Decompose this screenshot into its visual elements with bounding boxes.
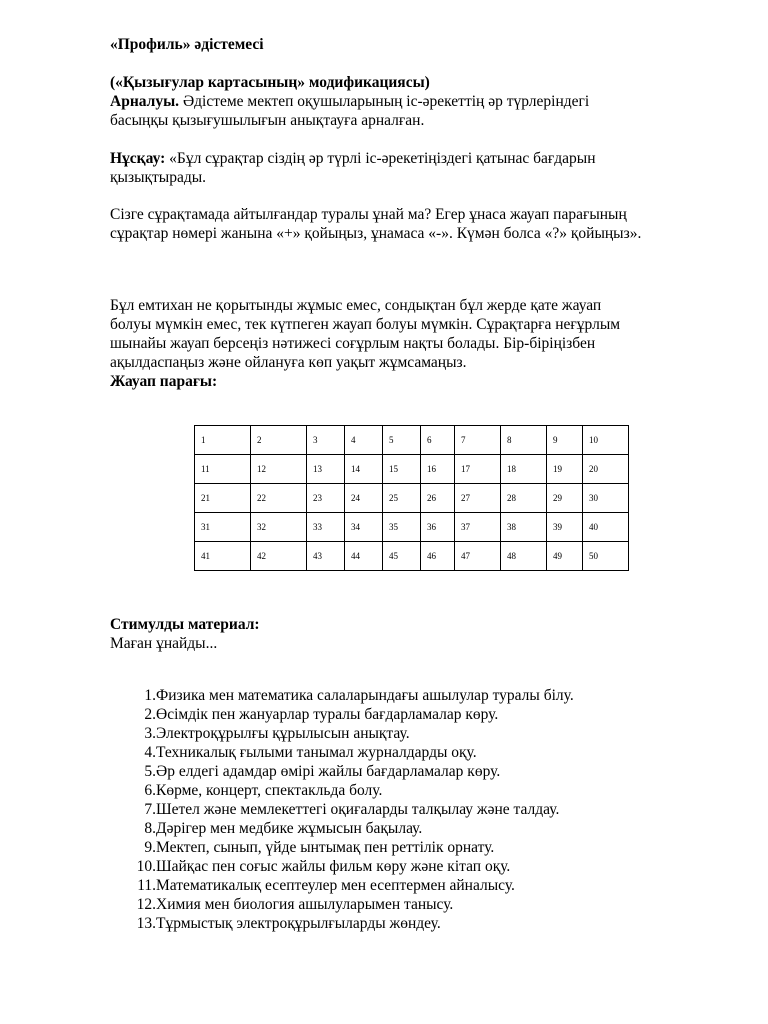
stimulus-number: 11.	[137, 877, 156, 894]
answer-cell: 41	[195, 542, 251, 571]
stimulus-text: Шайқас пен соғыс жайлы фильм көру және кітап оқу.	[156, 858, 511, 875]
stimulus-item	[110, 857, 511, 876]
answer-cell: 21	[195, 484, 251, 513]
stimulus-text: Химия мен биология ашылуларымен танысу.	[156, 896, 454, 913]
paragraph-3-line-3: шынайы жауап берсеңіз нәтижесі соғұрлым нақты болады. Бір-біріңізбен	[110, 335, 596, 352]
answer-cell: 33	[307, 513, 345, 542]
answer-row	[195, 542, 629, 571]
answer-sheet-label: Жауап парағы:	[110, 373, 218, 390]
answer-cell: 13	[307, 455, 345, 484]
answer-cell: 4	[345, 426, 383, 455]
stimulus-item	[110, 895, 454, 914]
stimulus-item	[110, 686, 574, 705]
answer-cell: 23	[307, 484, 345, 513]
purpose-line-2: басыңқы қызығушылығын анықтауға арналған.	[110, 112, 425, 129]
stimulus-number: 12.	[136, 896, 156, 913]
stimulus-number: 13.	[136, 915, 156, 932]
stimulus-number: 3.	[144, 725, 156, 742]
answer-cell: 46	[421, 542, 455, 571]
answer-cell: 14	[345, 455, 383, 484]
answer-cell: 24	[345, 484, 383, 513]
stimulus-number: 6.	[144, 782, 156, 799]
stimulus-item	[110, 705, 499, 724]
answer-cell: 49	[547, 542, 583, 571]
answer-cell: 12	[251, 455, 307, 484]
answer-cell: 39	[547, 513, 583, 542]
stimulus-item	[110, 724, 410, 743]
answer-cell: 42	[251, 542, 307, 571]
answer-cell: 18	[501, 455, 547, 484]
stimulus-text: Мектеп, сынып, үйде ынтымақ пен реттілік орнату.	[156, 839, 495, 856]
answer-cell: 8	[501, 426, 547, 455]
answer-row	[195, 513, 629, 542]
answer-cell: 47	[455, 542, 501, 571]
answer-cell: 45	[383, 542, 421, 571]
stimulus-text: Электроқұрылғы құрылысын анықтау.	[156, 725, 410, 742]
answer-cell: 50	[583, 542, 629, 571]
paragraph-3-line-1: Бұл емтихан не қорытынды жұмыс емес, сондықтан бұл жерде қате жауап	[110, 297, 602, 314]
document-title: «Профиль» әдістемесі	[110, 36, 264, 53]
instruction-line-1	[110, 149, 596, 168]
stimulus-text: Әр елдегі адамдар өмірі жайлы бағдарламалар көру.	[156, 763, 501, 780]
answer-cell: 25	[383, 484, 421, 513]
answer-cell: 27	[455, 484, 501, 513]
answer-cell: 20	[583, 455, 629, 484]
stimulus-number: 10.	[136, 858, 156, 875]
stimulus-text: Физика мен математика салаларындағы ашылулар туралы білу.	[156, 687, 574, 704]
answer-cell: 37	[455, 513, 501, 542]
answer-cell: 22	[251, 484, 307, 513]
answer-cell: 2	[251, 426, 307, 455]
answer-cell: 29	[547, 484, 583, 513]
stimulus-text: Техникалық ғылыми танымал журналдарды оқу.	[156, 744, 477, 761]
stimulus-label: Стимулды материал:	[110, 616, 260, 633]
answer-cell: 19	[547, 455, 583, 484]
stimulus-item	[110, 800, 560, 819]
stimulus-text: Көрме, концерт, спектакльда болу.	[156, 782, 383, 799]
answer-cell: 44	[345, 542, 383, 571]
purpose-line-1	[110, 92, 589, 111]
paragraph-3-line-4: ақылдаспаңыз және ойлануға көп уақыт жұмсамаңыз.	[110, 354, 467, 371]
answer-sheet-table	[194, 425, 629, 571]
paragraph-3-line-2: болуы мүмкін емес, тек күтпеген жауап болуы мүмкін. Сұрақтарға неғұрлым	[110, 316, 621, 333]
answer-cell: 28	[501, 484, 547, 513]
stimulus-item	[110, 838, 495, 857]
stimulus-number: 7.	[144, 801, 156, 818]
instruction-label: Нұсқау:	[110, 150, 166, 167]
paragraph-2-line-2: сұрақтар нөмері жанына «+» қойыңыз, ұнамаса «-». Күмән болса «?» қойыңыз».	[110, 225, 642, 242]
answer-cell: 30	[583, 484, 629, 513]
paragraph-2-line-1: Сізге сұрақтамада айтылғандар туралы ұнай ма? Егер ұнаса жауап парағының	[110, 206, 627, 223]
answer-cell: 48	[501, 542, 547, 571]
answer-cell: 35	[383, 513, 421, 542]
stimulus-text: Шетел және мемлекеттегі оқиғаларды талқылау және талдау.	[156, 801, 560, 818]
stimulus-text: Дәрігер мен медбике жұмысын бақылау.	[156, 820, 423, 837]
stimulus-number: 5.	[144, 763, 156, 780]
stimulus-item	[110, 743, 477, 762]
stimulus-intro: Маған ұнайды...	[110, 635, 218, 652]
stimulus-number: 2.	[144, 706, 156, 723]
stimulus-item	[110, 819, 423, 838]
answer-cell: 16	[421, 455, 455, 484]
answer-cell: 10	[583, 426, 629, 455]
answer-cell: 6	[421, 426, 455, 455]
answer-cell: 7	[455, 426, 501, 455]
answer-cell: 17	[455, 455, 501, 484]
answer-cell: 11	[195, 455, 251, 484]
answer-cell: 38	[501, 513, 547, 542]
document-subtitle: («Қызығулар картасының» модификациясы)	[110, 74, 430, 91]
answer-row	[195, 455, 629, 484]
answer-cell: 3	[307, 426, 345, 455]
instruction-text: «Бұл сұрақтар сіздің әр түрлі іс-әрекетіңіздегі қатынас бағдарын	[165, 150, 596, 167]
stimulus-list	[110, 686, 574, 933]
answer-cell: 15	[383, 455, 421, 484]
stimulus-number: 4.	[144, 744, 156, 761]
answer-row	[195, 484, 629, 513]
stimulus-number: 9.	[144, 839, 156, 856]
stimulus-item	[110, 914, 441, 933]
answer-cell: 36	[421, 513, 455, 542]
stimulus-item	[110, 781, 383, 800]
instruction-line-2: қызықтырады.	[110, 169, 207, 186]
purpose-label: Арналуы.	[110, 93, 180, 110]
answer-cell: 26	[421, 484, 455, 513]
stimulus-text: Математикалық есептеулер мен есептермен айналысу.	[156, 877, 515, 894]
stimulus-text: Өсімдік пен жануарлар туралы бағдарламалар көру.	[156, 706, 499, 723]
answer-cell: 1	[195, 426, 251, 455]
stimulus-text: Тұрмыстық электроқұрылғыларды жөндеу.	[156, 915, 441, 932]
answer-cell: 43	[307, 542, 345, 571]
stimulus-number: 1.	[144, 687, 156, 704]
answer-cell: 31	[195, 513, 251, 542]
answer-cell: 34	[345, 513, 383, 542]
stimulus-item	[110, 762, 501, 781]
stimulus-item	[110, 876, 515, 895]
answer-cell: 9	[547, 426, 583, 455]
answer-cell: 5	[383, 426, 421, 455]
answer-cell: 32	[251, 513, 307, 542]
answer-cell: 40	[583, 513, 629, 542]
answer-row	[195, 426, 629, 455]
purpose-text: Әдістеме мектеп оқушыларының іс-әрекеттің әр түрлеріндегі	[179, 93, 590, 110]
stimulus-number: 8.	[144, 820, 156, 837]
